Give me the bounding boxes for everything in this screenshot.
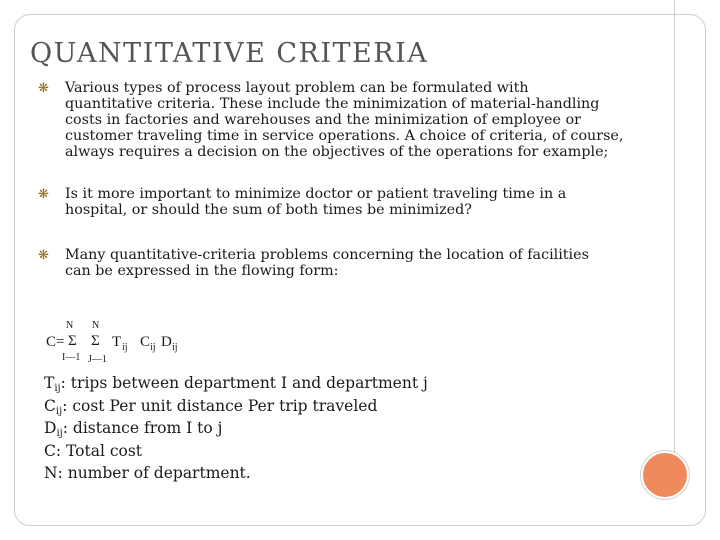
bullet-item xyxy=(38,186,658,218)
formula-c-sub: ij xyxy=(150,342,156,353)
definition-subscript: ij xyxy=(54,383,61,394)
formula-d-term: D xyxy=(161,334,172,350)
definition-symbol: N xyxy=(44,464,58,482)
bullet-line: always requires a decision on the objectives of the operations for example; xyxy=(65,144,609,160)
definition-line xyxy=(44,462,428,485)
definition-text: : number of department. xyxy=(57,464,251,482)
bullet-line: hospital, or should the sum of both times be minimized? xyxy=(65,202,472,218)
definition-line xyxy=(44,372,428,395)
definition-text: : distance from I to j xyxy=(62,419,223,437)
definition-text: : Total cost xyxy=(55,441,143,460)
bullet-item xyxy=(38,80,658,160)
formula-lhs: C= xyxy=(46,334,65,350)
slide-title: QUANTITATIVE CRITERIA xyxy=(30,38,429,69)
definition-line xyxy=(44,417,428,440)
cost-formula xyxy=(46,320,226,368)
definition-symbol: D xyxy=(44,419,57,437)
ornamental-bullet-icon: ❋ xyxy=(38,248,49,263)
bullet-line: Many quantitative-criteria problems concerning the location of facilities xyxy=(65,247,589,263)
formula-d-sub: ij xyxy=(172,342,178,353)
ornamental-bullet-icon: ❋ xyxy=(38,187,49,202)
sum1-symbol: Σ xyxy=(68,333,77,349)
bullet-line: costs in factories and warehouses and the minimization of employee or xyxy=(65,112,581,128)
definition-subscript: ij xyxy=(55,405,63,417)
bullet-line: Is it more important to minimize doctor or patient traveling time in a xyxy=(65,186,567,202)
definition-text: : trips between department I and department j xyxy=(60,374,428,392)
definition-symbol: C xyxy=(44,396,56,415)
definition-subscript: ij xyxy=(56,428,63,439)
decorative-vertical-line xyxy=(674,0,675,455)
bullet-item xyxy=(38,247,658,279)
definitions-list xyxy=(44,372,428,485)
bullet-line: customer traveling time in service operations. A choice of criteria, of course, xyxy=(65,128,624,144)
bullet-line: quantitative criteria. These include the minimization of material-handling xyxy=(65,96,600,112)
decorative-orange-circle xyxy=(641,451,689,499)
sum1-upper-limit: N xyxy=(66,320,74,331)
sum2-upper-limit: N xyxy=(92,320,100,331)
sum1-lower-limit: I—1 xyxy=(62,352,81,363)
definition-line xyxy=(44,440,428,463)
definition-symbol: T xyxy=(44,374,55,392)
ornamental-bullet-icon: ❋ xyxy=(38,81,49,96)
sum2-lower-limit: J—1 xyxy=(88,354,107,365)
sum2-symbol: Σ xyxy=(91,333,100,349)
definition-text: : cost Per unit distance Per trip traveled xyxy=(62,396,378,415)
formula-t-term: T xyxy=(112,334,122,350)
definition-line xyxy=(44,395,428,418)
bullet-list xyxy=(38,80,658,279)
bullet-line: can be expressed in the flowing form: xyxy=(65,263,339,279)
bullet-line: Various types of process layout problem can be formulated with xyxy=(65,80,529,96)
formula-t-sub: ij xyxy=(122,342,128,353)
definition-symbol: C xyxy=(44,441,56,460)
formula-c-term: C xyxy=(140,334,151,350)
